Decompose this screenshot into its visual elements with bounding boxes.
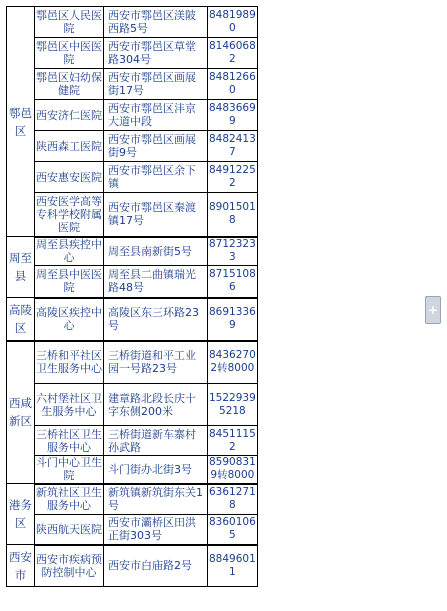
hospital-name-cell: 三桥和平社区卫生服务中心 <box>35 341 104 384</box>
phone-cell: 8360106 5 <box>208 515 258 545</box>
phone-cell: 8712323 3 <box>208 237 258 266</box>
address-cell: 高陵区东三环路23号 <box>104 298 208 341</box>
hospital-name-cell: 西安医学高等专科学校附属医院 <box>35 193 104 237</box>
address-cell: 西安市灞桥区田洪正街303号 <box>104 515 208 545</box>
district-cell: 西安市 <box>7 545 35 587</box>
district-cell: 港务区 <box>7 484 35 545</box>
phone-cell: 8146068 2 <box>208 38 258 69</box>
phone-cell: 6361271 8 <box>208 484 258 515</box>
phone-cell: 8436270 2转8000 <box>208 341 258 384</box>
phone-cell: 8451115 2 <box>208 426 258 456</box>
hospital-name-cell: 斗门中心卫生院 <box>36 456 102 483</box>
table-row <box>7 100 258 131</box>
hospital-name-cell: 三桥社区卫生服务中心 <box>36 427 102 454</box>
table-row <box>7 193 258 237</box>
table-row <box>7 38 258 69</box>
table-row <box>7 426 258 456</box>
phone-cell: 8481989 0 <box>208 7 258 38</box>
table-row <box>7 7 258 38</box>
table-body <box>7 7 258 587</box>
table-row <box>7 484 258 515</box>
address-cell: 西安市鄠邑区画展街9号 <box>104 131 208 162</box>
phone-cell: 8849601 1 <box>208 545 258 587</box>
table-row <box>7 456 258 484</box>
phone-cell: 8491225 2 <box>208 162 258 193</box>
table-row <box>7 69 258 100</box>
phone-cell: 8481266 0 <box>208 69 258 100</box>
hospital-name-cell: 六村堡社区卫生服务中心 <box>35 384 104 426</box>
hospital-table <box>6 6 258 587</box>
district-cell: 周至县 <box>7 237 35 298</box>
phone-cell: 8590831 9转8000 <box>208 456 258 484</box>
phone-cell: 8483669 9 <box>208 100 258 131</box>
address-cell: 新筑镇新筑街东关1号 <box>104 484 208 515</box>
district-cell: 西咸新区 <box>7 341 35 484</box>
hospital-name-cell: 鄠邑区中医医院 <box>35 38 104 69</box>
address-cell: 西安市鄠邑区草堂路304号 <box>104 38 208 69</box>
table-row <box>7 237 258 266</box>
table-row <box>7 341 258 384</box>
address-cell: 西安市鄠邑区沣京大道中段 <box>104 100 208 131</box>
table-row <box>7 298 258 341</box>
phone-cell: 8691336 9 <box>208 298 258 341</box>
expand-plus-icon[interactable]: + <box>425 296 441 324</box>
address-cell: 西安市鄠邑区余下镇 <box>104 162 208 193</box>
hospital-name-cell: 西安市疾病预防控制中心 <box>35 545 104 587</box>
phone-cell: 1522939 5218 <box>208 384 258 426</box>
phone-cell: 8482413 7 <box>208 131 258 162</box>
table-row <box>7 545 258 587</box>
table-row <box>7 162 258 193</box>
address-cell: 西安市鄠邑区渼陂西路5号 <box>104 7 208 38</box>
address-cell: 周至县南新街5号 <box>104 237 208 266</box>
phone-cell: 8715108 6 <box>208 266 258 298</box>
table-row <box>7 266 258 298</box>
table-row <box>7 131 258 162</box>
address-cell: 西安市鄠邑区秦渡镇17号 <box>104 193 208 237</box>
address-cell: 三桥街道和平工业园一号路23号 <box>104 341 208 384</box>
hospital-name-cell: 西安惠安医院 <box>35 162 104 193</box>
hospital-name-cell: 鄠邑区妇幼保健院 <box>35 69 104 100</box>
address-cell: 三桥街道新车寨村孙武路 <box>104 426 208 456</box>
district-cell: 鄠邑区 <box>7 7 35 237</box>
hospital-name-cell: 周至县疾控中心 <box>36 238 102 265</box>
hospital-name-cell: 周至县中医医院 <box>35 266 104 298</box>
hospital-name-cell: 西安济仁医院 <box>35 100 104 131</box>
address-cell: 西安市白庙路2号 <box>104 545 208 587</box>
hospital-name-cell: 高陵区疾控中心 <box>35 298 104 341</box>
address-cell: 西安市鄠邑区画展街17号 <box>104 69 208 100</box>
hospital-name-cell: 陕西航天医院 <box>35 515 104 545</box>
address-cell: 周至县二曲镇瑞光路48号 <box>104 266 208 298</box>
table-row <box>7 515 258 545</box>
hospital-name-cell: 新筑社区卫生服务中心 <box>35 484 104 515</box>
phone-cell: 8901501 8 <box>208 193 258 237</box>
hospital-name-cell: 鄠邑区人民医院 <box>35 7 104 38</box>
address-cell: 斗门街办北街3号 <box>104 456 208 484</box>
address-cell: 建章路北段长庆十字东侧200米 <box>104 384 208 426</box>
district-cell: 高陵区 <box>7 298 35 341</box>
table-row <box>7 384 258 426</box>
hospital-name-cell: 陕西森工医院 <box>35 131 104 162</box>
